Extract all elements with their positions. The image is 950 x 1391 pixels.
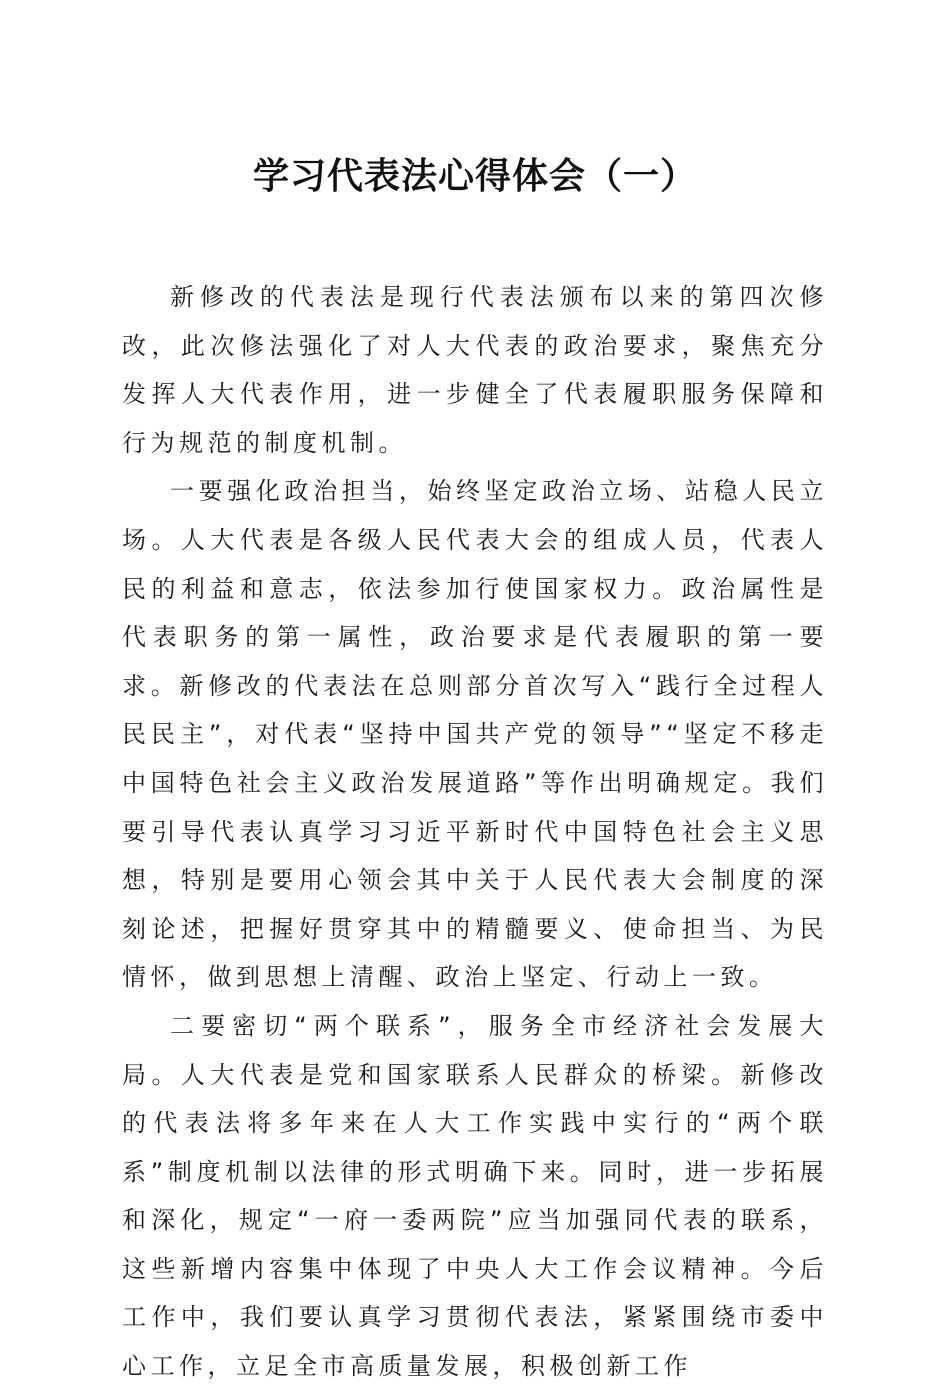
document-title: 学习代表法心得体会（一） [252,155,697,197]
paragraph: 一要强化政治担当，始终坚定政治立场、站稳人民立场。人大代表是各级人民代表大会的组成人员，代表人民的利益和意志，依法参加行使国家权力。政治属性是代表职务的第一属性，政治要求是代表履职的第一要求。新修改的代表法在总则部分首次写入“践行全过程人民民主”，对代表“坚持中国共产党的领导”“坚定不移走中国特色社会主义政治发展道路”等作出明确规定。我们要引导代表认真学习习近平新时代中国特色社会主义思想，特别是要用心领会其中关于人民代表大会制度的深刻论述，把握好贯穿其中的精髓要义、使命担当、为民情怀，做到思想上清醒、政治上坚定、行动上一致。 [122,477,828,992]
document-body [122,273,828,1391]
paragraph: 二要密切“两个联系”，服务全市经济社会发展大局。人大代表是党和国家联系人民群众的桥梁。新修改的代表法将多年来在人大工作实践中实行的“两个联系”制度机制以法律的形式明确下来。同时，进一步拓展和深化，规定“一府一委两院”应当加强同代表的联系，这些新增内容集中体现了中央人大工作会议精神。今后工作中，我们要认真学习贯彻代表法，紧紧围绕市委中心工作，立足全市高质量发展，积极创新工作 [122,1011,828,1381]
paragraph: 新修改的代表法是现行代表法颁布以来的第四次修改，此次修法强化了对人大代表的政治要求，聚焦充分发挥人大代表作用，进一步健全了代表履职服务保障和行为规范的制度机制。 [122,283,828,457]
